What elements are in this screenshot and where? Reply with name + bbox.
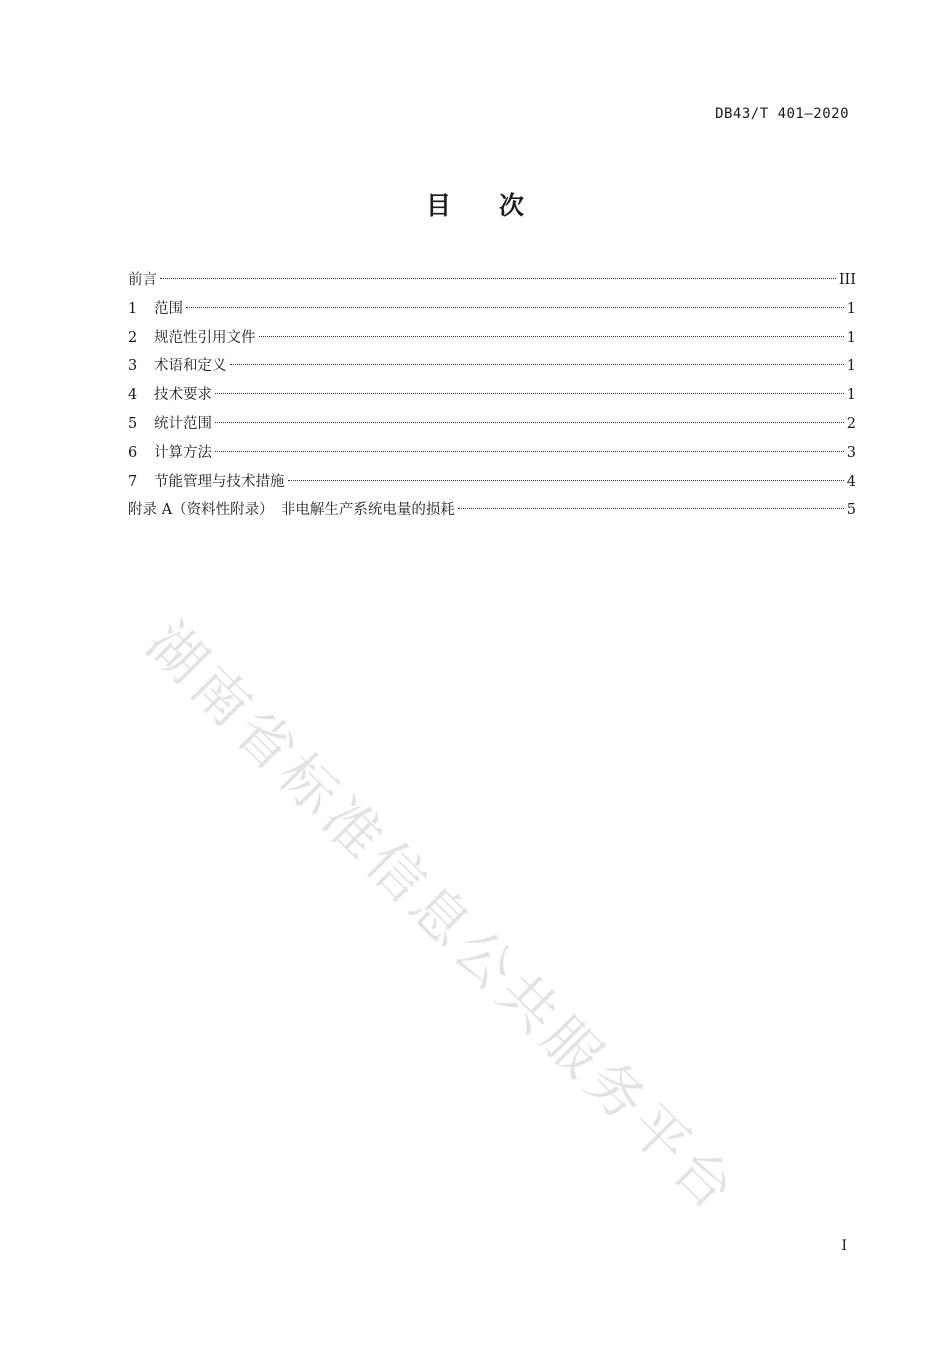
page-number: I bbox=[841, 1238, 847, 1254]
toc-entry-3[interactable] bbox=[128, 352, 856, 381]
toc-leader-dots bbox=[215, 451, 844, 452]
toc-section-number: 6 bbox=[128, 444, 138, 461]
toc-label: 计算方法 bbox=[154, 444, 212, 461]
toc-leader-dots bbox=[230, 364, 844, 365]
toc-section-number: 5 bbox=[128, 415, 138, 432]
toc-entry-appendix-a[interactable] bbox=[128, 496, 856, 525]
toc-label: 节能管理与技术措施 bbox=[154, 473, 285, 490]
toc-leader-dots bbox=[215, 422, 844, 423]
toc-entry-4[interactable] bbox=[128, 381, 856, 410]
toc-label: 术语和定义 bbox=[154, 358, 227, 375]
toc-leader-dots bbox=[160, 278, 836, 279]
toc-section-number: 2 bbox=[128, 329, 138, 346]
toc-section-number: 4 bbox=[128, 387, 138, 404]
toc-entry-preface[interactable] bbox=[128, 266, 856, 295]
toc-label: 附录 A（资料性附录） 非电解生产系统电量的损耗 bbox=[128, 502, 455, 519]
toc-entry-2[interactable] bbox=[128, 324, 856, 353]
toc-entry-5[interactable] bbox=[128, 410, 856, 439]
toc-label: 统计范围 bbox=[154, 415, 212, 432]
toc-section-number: 3 bbox=[128, 358, 138, 375]
toc-leader-dots bbox=[186, 307, 844, 308]
toc-label: 技术要求 bbox=[154, 387, 212, 404]
toc-page-number: III bbox=[838, 272, 856, 288]
toc-section-number: 1 bbox=[128, 300, 138, 317]
toc-leader-dots bbox=[259, 336, 844, 337]
toc-entry-7[interactable] bbox=[128, 468, 856, 497]
toc-page-number: 4 bbox=[846, 473, 856, 490]
toc-page-number: 5 bbox=[846, 502, 856, 519]
table-of-contents bbox=[128, 266, 856, 525]
toc-page-number: 1 bbox=[846, 300, 856, 317]
watermark: 湖南省标准信息公共服务平台 bbox=[133, 610, 750, 1227]
toc-entry-1[interactable] bbox=[128, 295, 856, 324]
title-char-2: 次 bbox=[499, 191, 525, 220]
toc-page-number: 1 bbox=[846, 387, 856, 404]
page-title bbox=[0, 186, 950, 222]
toc-section-number: 7 bbox=[128, 473, 138, 490]
toc-leader-dots bbox=[215, 393, 844, 394]
toc-page-number: 1 bbox=[846, 358, 856, 375]
toc-label: 前言 bbox=[128, 272, 157, 288]
title-char-1: 目 bbox=[425, 191, 451, 220]
standard-code: DB43/T 401—2020 bbox=[715, 106, 849, 122]
toc-leader-dots bbox=[288, 480, 844, 481]
toc-page-number: 1 bbox=[846, 329, 856, 346]
toc-page-number: 2 bbox=[846, 415, 856, 432]
toc-page-number: 3 bbox=[846, 444, 856, 461]
toc-leader-dots bbox=[458, 508, 844, 509]
toc-label: 规范性引用文件 bbox=[154, 329, 256, 346]
toc-label: 范围 bbox=[154, 300, 183, 317]
toc-entry-6[interactable] bbox=[128, 439, 856, 468]
